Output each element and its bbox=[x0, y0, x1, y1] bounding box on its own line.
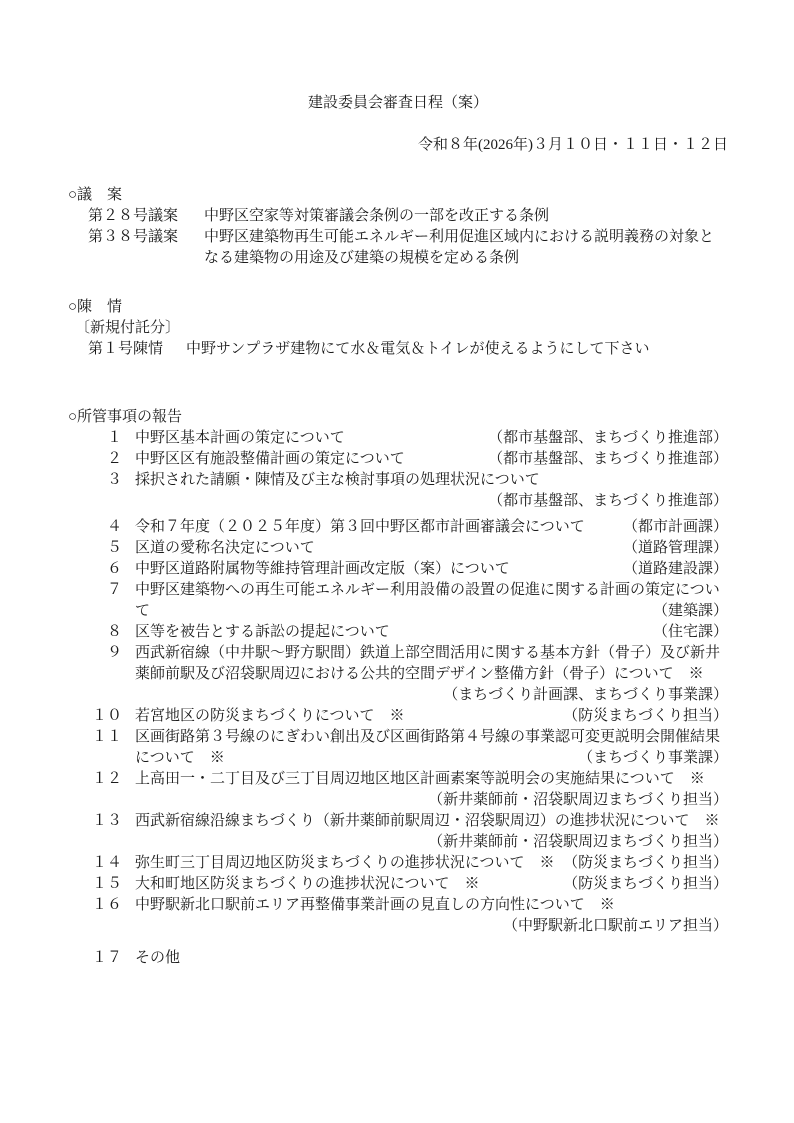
bills-heading: ○議 案 bbox=[68, 187, 123, 203]
report-item-number: ５ bbox=[106, 540, 122, 556]
report-item-title: 採択された請願・陳情及び主な検討事項の処理状況について bbox=[135, 472, 540, 488]
report-item bbox=[68, 517, 728, 538]
report-item-number: １０ bbox=[91, 708, 122, 724]
report-item-body bbox=[135, 874, 728, 895]
report-item-number: １１ bbox=[91, 729, 122, 745]
report-item-department: （防災まちづくり担当） bbox=[563, 708, 728, 724]
report-item-department: （道路管理課） bbox=[622, 540, 728, 556]
report-item-body bbox=[135, 895, 728, 937]
report-item-title: 上高田一・二丁目及び三丁目周辺地区地区計画素案等説明会の実施結果について ※ bbox=[135, 771, 705, 787]
report-item-body bbox=[135, 559, 728, 580]
report-item-body bbox=[135, 643, 728, 706]
report-item bbox=[68, 559, 728, 580]
report-item bbox=[68, 706, 728, 727]
report-item-department: （新井薬師前・沼袋駅周辺まちづくり担当） bbox=[428, 792, 728, 808]
document-date: 令和８年(2026年)３月１０日・１１日・１２日 bbox=[418, 137, 728, 153]
report-item-body bbox=[135, 428, 728, 449]
report-item bbox=[68, 853, 728, 874]
petition-title: 中野サンプラザ建物にて水＆電気＆トイレが使えるようにして下さい bbox=[186, 341, 650, 357]
report-item-department: （防災まちづくり担当） bbox=[563, 876, 728, 892]
report-item-department: （まちづくり事業課） bbox=[578, 750, 728, 766]
report-item bbox=[68, 948, 728, 969]
petition-number-label: 第１号陳情 bbox=[88, 341, 164, 357]
petitions-heading: ○陳 情 bbox=[68, 299, 123, 315]
report-item-department: （都市基盤部、まちづくり推進部） bbox=[488, 493, 728, 509]
report-item bbox=[68, 538, 728, 559]
report-item-number: ６ bbox=[106, 561, 122, 577]
report-item-title: 中野駅新北口駅前エリア再整備事業計画の見直しの方向性について ※ bbox=[135, 897, 615, 913]
report-item-department: （都市計画課） bbox=[622, 519, 728, 535]
report-item bbox=[68, 874, 728, 895]
report-item-department: （中野駅新北口駅前エリア担当） bbox=[502, 918, 728, 934]
report-item bbox=[68, 643, 728, 706]
report-item-title: 西武新宿線沿線まちづくり（新井薬師前駅周辺・沼袋駅周辺）の進捗状況について ※ bbox=[135, 813, 720, 829]
report-item-body bbox=[135, 853, 728, 874]
report-item bbox=[68, 470, 728, 512]
report-item-number: １７ bbox=[91, 950, 122, 966]
report-item-number: １５ bbox=[91, 876, 122, 892]
report-item-body bbox=[135, 811, 728, 853]
report-item-title: 西武新宿線（中井駅～野方駅間）鉄道上部空間活用に関する基本方針（骨子）及び新井薬師前駅及び沼袋駅周辺における公共的空間デザイン整備方針（骨子）について ※ bbox=[135, 645, 721, 682]
report-item-body bbox=[135, 517, 728, 538]
report-item-body bbox=[135, 948, 728, 969]
report-item-body bbox=[135, 470, 728, 512]
report-item-title: 若宮地区の防災まちづくりについて ※ bbox=[135, 708, 405, 724]
report-item-title: 区道の愛称名決定について bbox=[135, 540, 315, 556]
report-item-department: （新井薬師前・沼袋駅周辺まちづくり担当） bbox=[428, 834, 728, 850]
report-item bbox=[68, 622, 728, 643]
report-item-department: （住宅課） bbox=[652, 624, 728, 640]
bill-row bbox=[68, 206, 728, 227]
report-item bbox=[68, 727, 728, 769]
report-item-title: 中野区建築物への再生可能エネルギー利用設備の設置の促進に関する計画の策定について bbox=[135, 582, 720, 619]
reports-heading: ○所管事項の報告 bbox=[68, 409, 183, 425]
petitions-subheading: 〔新規付託分〕 bbox=[75, 320, 181, 336]
report-item-number: ４ bbox=[106, 519, 122, 535]
report-item-department: （道路建設課） bbox=[622, 561, 728, 577]
report-item-title: その他 bbox=[135, 950, 181, 966]
bill-title: 中野区空家等対策審議会条例の一部を改正する条例 bbox=[204, 208, 550, 224]
report-item-title: 大和町地区防災まちづくりの進捗状況について ※ bbox=[135, 876, 480, 892]
bill-row bbox=[68, 227, 728, 269]
report-item bbox=[68, 449, 728, 470]
report-item-title: 中野区区有施設整備計画の策定について bbox=[135, 451, 405, 467]
report-item-number: ３ bbox=[106, 472, 122, 488]
section-reports bbox=[68, 407, 728, 969]
report-item-title: 区等を被告とする訴訟の提起について bbox=[135, 624, 390, 640]
report-item-body bbox=[135, 580, 728, 622]
report-item-body bbox=[135, 706, 728, 727]
report-item-number: ７ bbox=[106, 582, 122, 598]
report-item bbox=[68, 428, 728, 449]
petition-row bbox=[68, 339, 728, 360]
bill-title: 中野区建築物再生可能エネルギー利用促進区域内における説明義務の対象となる建築物の用途及び建築の規模を定める条例 bbox=[204, 229, 715, 266]
report-item-department: （防災まちづくり担当） bbox=[563, 855, 728, 871]
report-item-department: （まちづくり計画課、まちづくり事業課） bbox=[443, 687, 728, 703]
bill-number-label: 第３８号議案 bbox=[88, 229, 179, 245]
report-item-number: ２ bbox=[106, 451, 122, 467]
bill-number-label: 第２８号議案 bbox=[88, 208, 179, 224]
report-item-number: ９ bbox=[106, 645, 122, 661]
report-item bbox=[68, 769, 728, 811]
report-item-number: １２ bbox=[91, 771, 122, 787]
report-item-body bbox=[135, 622, 728, 643]
report-item bbox=[68, 811, 728, 853]
report-item-title: 令和７年度（２０２５年度）第３回中野区都市計画審議会について bbox=[135, 519, 585, 535]
report-item-title: 中野区基本計画の策定について bbox=[135, 430, 345, 446]
report-item bbox=[68, 895, 728, 937]
report-item-title: 弥生町三丁目周辺地区防災まちづくりの進捗状況について ※ bbox=[135, 855, 555, 871]
report-item-number: １ bbox=[106, 430, 122, 446]
report-item-number: ８ bbox=[106, 624, 122, 640]
report-item bbox=[68, 580, 728, 622]
report-item-department: （都市基盤部、まちづくり推進部） bbox=[488, 451, 728, 467]
report-item-number: １４ bbox=[91, 855, 122, 871]
document-title: 建設委員会審査日程（案） bbox=[307, 95, 488, 111]
report-item-department: （都市基盤部、まちづくり推進部） bbox=[488, 430, 728, 446]
report-item-number: １３ bbox=[91, 813, 122, 829]
report-item-body bbox=[135, 449, 728, 470]
report-item-body bbox=[135, 727, 728, 769]
report-item-number: １６ bbox=[91, 897, 122, 913]
report-item-department: （建築課） bbox=[652, 603, 728, 619]
report-item-body bbox=[135, 538, 728, 559]
report-item-title: 中野区道路附属物等維持管理計画改定版（案）について bbox=[135, 561, 510, 577]
report-item-title: 区画街路第３号線のにぎわい創出及び区画街路第４号線の事業認可変更説明会開催結果について ※ bbox=[135, 729, 721, 766]
section-bills bbox=[68, 185, 728, 269]
section-petitions bbox=[68, 297, 728, 360]
report-item-body bbox=[135, 769, 728, 811]
